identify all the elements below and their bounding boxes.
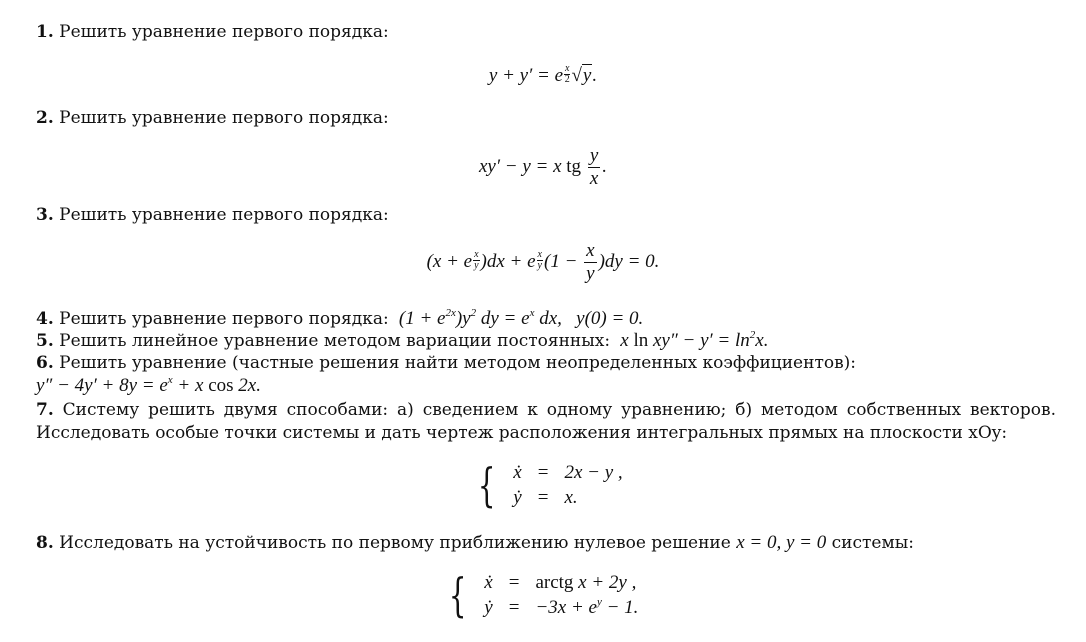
problem-5	[36, 330, 768, 352]
problem-text-tail: системы:	[831, 533, 914, 553]
problem-text: Решить уравнение первого порядка:	[59, 108, 389, 128]
condition-8: x = 0, y = 0	[736, 532, 827, 553]
problem-text: Исследовать особые точки системы и дать чертеж расположения интегральных прямых на плоскости xOy:	[36, 423, 1008, 443]
problem-6	[36, 352, 856, 374]
left-brace: {	[448, 568, 467, 622]
problem-number: 6.	[36, 353, 54, 373]
problem-text: Решить уравнение первого порядка:	[59, 309, 389, 329]
problem-2	[36, 107, 389, 129]
equation-6: $y'' - 4y' + 8y = e^x + x$ cos 2x.	[36, 374, 261, 396]
system-7: { ẋ = 2x − y , ẏ = x.	[477, 458, 623, 512]
problem-number: 1.	[36, 22, 54, 42]
problem-text: Решить уравнение (частные решения найти методом неопределенных коэффициентов):	[59, 353, 857, 373]
problem-text: Решить уравнение первого порядка:	[59, 22, 389, 42]
problem-8	[36, 532, 914, 554]
problem-number: 4.	[36, 309, 54, 329]
equation-2: xy′ − y = x tg $\frac{y}{x}$ .	[479, 145, 607, 189]
equation-3: (x + e $\frac{x}{y}$ )dx + e $\frac{x}{y}$ (1 − $\frac{x}{y}$ )dy = 0.	[426, 240, 660, 284]
problem-7	[36, 399, 1056, 421]
system-8: { ẋ = arctg x + 2y , ẏ = $-3x + e^y - 1$.	[448, 568, 639, 622]
problem-text: Исследовать на устойчивость по первому приближению нулевое решение	[59, 533, 731, 553]
problem-text: Решить линейное уравнение методом вариации постоянных:	[59, 331, 611, 351]
problem-number: 2.	[36, 108, 54, 128]
problem-number: 7.	[36, 400, 54, 420]
problem-1	[36, 21, 389, 43]
problem-text: Систему решить двумя способами: а) сведением к одному уравнению; б) методом собственных векторов.	[62, 400, 1056, 420]
problem-3	[36, 204, 389, 226]
left-brace: {	[477, 458, 496, 512]
equation-1: y + y′ = e $\frac{x}{2}$ √y.	[488, 63, 598, 86]
problem-7-continued	[36, 422, 1007, 444]
problem-number: 5.	[36, 331, 54, 351]
problem-number: 3.	[36, 205, 54, 225]
problem-text: Решить уравнение первого порядка:	[59, 205, 389, 225]
problem-number: 8.	[36, 533, 54, 553]
equation-5: x $\ln xy'' - y' = \ln^2x$.	[615, 329, 769, 351]
equation-4: $(1 + e^{2x})y^2$ dy = $e^x$ dx, y(0) = 0.	[394, 307, 644, 329]
problem-4	[36, 308, 643, 330]
